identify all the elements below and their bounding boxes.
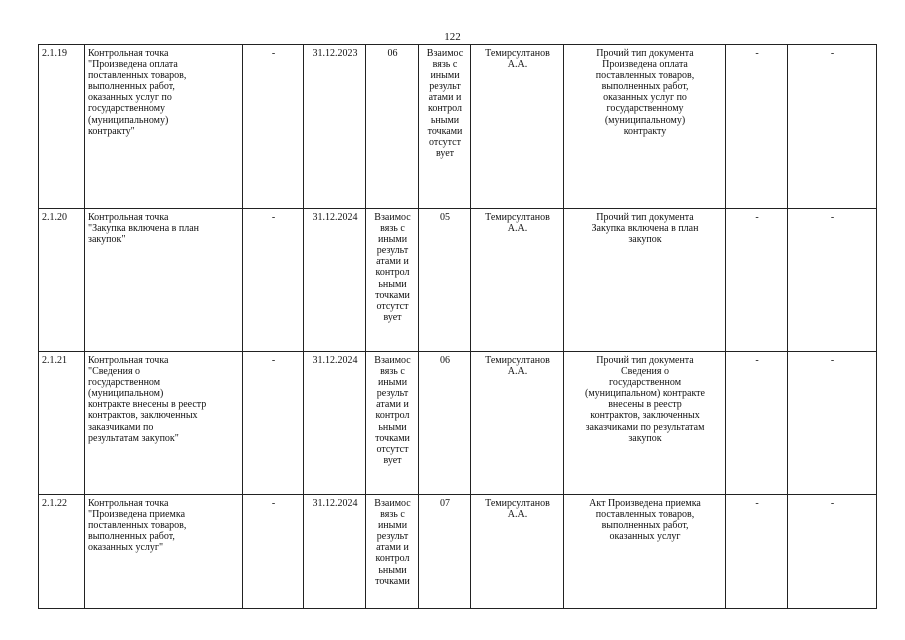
cell-code: 05: [419, 209, 471, 352]
deadline-date: 31.12.2023: [304, 45, 366, 209]
document-type: Акт Произведена приемка поставленных товаров, выполненных работ, оказанных услуг: [564, 495, 726, 609]
relation-note: Взаимос вязь с иными результ атами и контрол ьными точками: [366, 495, 419, 609]
cell-code: 06: [419, 352, 471, 495]
deadline-date: 31.12.2024: [304, 495, 366, 609]
cell-dash: -: [243, 209, 304, 352]
document-type: Прочий тип документа Закупка включена в план закупок: [564, 209, 726, 352]
cell-dash: -: [243, 45, 304, 209]
responsible-person: Темирсултанов А.А.: [471, 45, 564, 209]
deadline-date: 31.12.2024: [304, 352, 366, 495]
deadline-date: 31.12.2024: [304, 209, 366, 352]
cell-code: 06: [366, 45, 419, 209]
responsible-person: Темирсултанов А.А.: [471, 209, 564, 352]
cell-dash: -: [726, 45, 788, 209]
page-number: 122: [444, 31, 461, 43]
table-row: [39, 45, 877, 209]
cell-code: 07: [419, 495, 471, 609]
relation-note: Взаимос вязь с иными результ атами и контрол ьными точками отсутст вует: [419, 45, 471, 209]
cell-dash: -: [726, 495, 788, 609]
control-point-name: Контрольная точка "Закупка включена в план закупок": [85, 209, 243, 352]
control-point-name: Контрольная точка "Произведена приемка поставленных товаров, выполненных работ, оказанных услуг": [85, 495, 243, 609]
cell-dash: -: [788, 495, 877, 609]
cell-dash: -: [788, 352, 877, 495]
document-type: Прочий тип документа Сведения о государственном (муниципальном) контракте внесены в реестр контрактов, заключенных заказчиками по результатам закупок: [564, 352, 726, 495]
relation-note: Взаимос вязь с иными результ атами и контрол ьными точками отсутст вует: [366, 209, 419, 352]
row-number: 2.1.21: [39, 352, 85, 495]
row-number: 2.1.19: [39, 45, 85, 209]
cell-dash: -: [788, 209, 877, 352]
cell-dash: -: [726, 352, 788, 495]
row-number: 2.1.22: [39, 495, 85, 609]
relation-note: Взаимос вязь с иными результ атами и контрол ьными точками отсутст вует: [366, 352, 419, 495]
table-row: [39, 209, 877, 352]
control-points-table: [38, 44, 877, 609]
control-point-name: Контрольная точка "Произведена оплата поставленных товаров, выполненных работ, оказанных услуг по государственному (муниципальному) контракту": [85, 45, 243, 209]
responsible-person: Темирсултанов А.А.: [471, 352, 564, 495]
row-number: 2.1.20: [39, 209, 85, 352]
cell-dash: -: [243, 352, 304, 495]
control-point-name: Контрольная точка "Сведения о государственном (муниципальном) контракте внесены в реестр контрактов, заключенных заказчиками по результатам закупок": [85, 352, 243, 495]
document-type: Прочий тип документа Произведена оплата поставленных товаров, выполненных работ, оказанных услуг по государственному (муниципальному) контракту: [564, 45, 726, 209]
cell-dash: -: [788, 45, 877, 209]
table-row: [39, 352, 877, 495]
cell-dash: -: [243, 495, 304, 609]
responsible-person: Темирсултанов А.А.: [471, 495, 564, 609]
cell-dash: -: [726, 209, 788, 352]
table-row: [39, 495, 877, 609]
